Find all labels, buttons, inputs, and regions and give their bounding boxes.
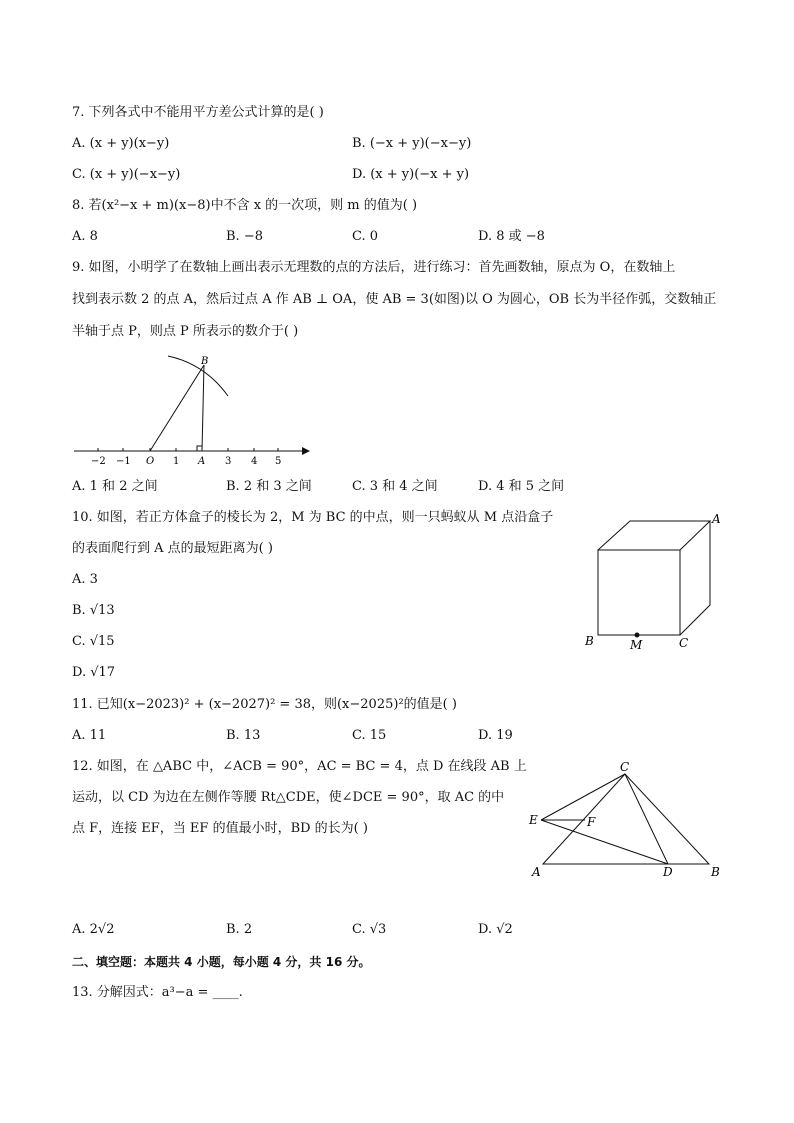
q9-stem-line1: 9. 如图，小明学了在数轴上画出表示无理数的点的方法后，进行练习：首先画数轴，原点为 O，在数轴上 bbox=[72, 260, 676, 275]
cube-right-face bbox=[680, 521, 710, 635]
q10-stem-line2: 的表面爬行到 A 点的最短距离为( ) bbox=[72, 541, 273, 556]
segment-cd bbox=[625, 774, 668, 864]
q8-option-c: C. 0 bbox=[352, 229, 379, 244]
axis-arrow bbox=[302, 447, 310, 455]
q7-stem: 7. 下列各式中不能用平方差公式计算的是( ) bbox=[72, 105, 324, 120]
label-a: A bbox=[712, 512, 721, 526]
q10-option-d: D. √17 bbox=[72, 665, 116, 680]
tick-label-minus1: −1 bbox=[116, 456, 131, 467]
label-b: B bbox=[201, 356, 209, 367]
q12-option-a: A. 2√2 bbox=[72, 922, 115, 937]
q7-option-a: A. (x + y)(x−y) bbox=[72, 136, 170, 151]
point-m bbox=[635, 633, 640, 638]
q7-option-d: D. (x + y)(−x + y) bbox=[352, 167, 470, 182]
q11-option-c: C. 15 bbox=[352, 728, 387, 743]
q10-stem-line1: 10. 如图，若正方体盒子的棱长为 2，M 为 BC 的中点，则一只蚂蚁从 M 点沿盒子 bbox=[72, 510, 554, 525]
q12-option-d: D. √2 bbox=[478, 922, 513, 937]
right-angle-mark bbox=[197, 446, 202, 451]
q9-option-c: C. 3 和 4 之间 bbox=[352, 479, 438, 494]
q9-number-line-figure bbox=[70, 350, 310, 470]
q11-stem: 11. 已知(x−2023)² + (x−2027)² = 38，则(x−2025)²的值是( ) bbox=[72, 697, 457, 712]
q8-option-a: A. 8 bbox=[72, 229, 98, 244]
q9-stem-line2: 找到表示数 2 的点 A，然后过点 A 作 AB ⊥ OA，使 AB = 3(如图)以 O 为圆心，OB 长为半径作弧，交数轴正 bbox=[72, 292, 717, 307]
q12-option-b: B. 2 bbox=[226, 922, 253, 937]
segment-ce bbox=[541, 774, 625, 820]
q12-triangle-figure bbox=[525, 758, 725, 883]
q9-option-b: B. 2 和 3 之间 bbox=[226, 479, 312, 494]
label-m: M bbox=[630, 638, 643, 652]
label-d: D bbox=[663, 865, 673, 879]
q7-option-c: C. (x + y)(−x−y) bbox=[72, 167, 181, 182]
tick-label-minus2: −2 bbox=[91, 456, 106, 467]
section-heading: 二、填空题：本题共 4 小题，每小题 4 分，共 16 分。 bbox=[72, 955, 371, 969]
q9-option-d: D. 4 和 5 之间 bbox=[478, 479, 565, 494]
q12-stem-line3: 点 F，连接 EF，当 EF 的值最小时，BD 的长为( ) bbox=[72, 821, 368, 836]
label-a: A bbox=[198, 456, 206, 467]
label-f: F bbox=[587, 815, 596, 829]
q13-stem: 13. 分解因式：a³−a = ____. bbox=[72, 985, 243, 1000]
segment-ed bbox=[541, 820, 668, 864]
q11-option-d: D. 19 bbox=[478, 728, 513, 743]
cube-top-face bbox=[598, 521, 710, 550]
q10-option-c: C. √15 bbox=[72, 634, 115, 649]
triangle-abc bbox=[543, 774, 709, 864]
q9-stem-line3: 半轴于点 P，则点 P 所表示的数介于( ) bbox=[72, 324, 299, 339]
q10-cube-figure bbox=[580, 505, 730, 655]
label-c: C bbox=[679, 636, 689, 650]
label-o: O bbox=[146, 456, 155, 467]
q9-option-a: A. 1 和 2 之间 bbox=[72, 479, 158, 494]
q12-stem-line1: 12. 如图，在 △ABC 中，∠ACB = 90°，AC = BC = 4，点 D 在线段 AB 上 bbox=[72, 759, 527, 774]
q7-option-b: B. (−x + y)(−x−y) bbox=[352, 136, 472, 151]
q10-option-b: B. √13 bbox=[72, 603, 115, 618]
label-b: B bbox=[711, 865, 720, 879]
q8-option-d: D. 8 或 −8 bbox=[478, 229, 545, 244]
tick-label-4: 4 bbox=[251, 456, 258, 467]
label-b: B bbox=[585, 634, 594, 648]
tick-label-5: 5 bbox=[275, 456, 282, 467]
q10-option-a: A. 3 bbox=[72, 572, 98, 587]
q12-stem-line2: 运动，以 CD 为边在左侧作等腰 Rt△CDE，使∠DCE = 90°，取 AC 的中 bbox=[72, 790, 505, 805]
q11-option-a: A. 11 bbox=[72, 728, 107, 743]
arc bbox=[168, 356, 228, 396]
tick-label-3: 3 bbox=[225, 456, 232, 467]
q12-option-c: C. √3 bbox=[352, 922, 387, 937]
segment-ab bbox=[202, 365, 204, 451]
label-c: C bbox=[620, 760, 630, 774]
cube-front-face bbox=[598, 550, 680, 635]
label-a: A bbox=[532, 865, 541, 879]
label-e: E bbox=[529, 813, 538, 827]
segment-ob bbox=[150, 365, 204, 451]
q11-option-b: B. 13 bbox=[226, 728, 261, 743]
q8-stem: 8. 若(x²−x + m)(x−8)中不含 x 的一次项，则 m 的值为( ) bbox=[72, 198, 418, 213]
tick-label-1: 1 bbox=[173, 456, 180, 467]
q8-option-b: B. −8 bbox=[226, 229, 263, 244]
